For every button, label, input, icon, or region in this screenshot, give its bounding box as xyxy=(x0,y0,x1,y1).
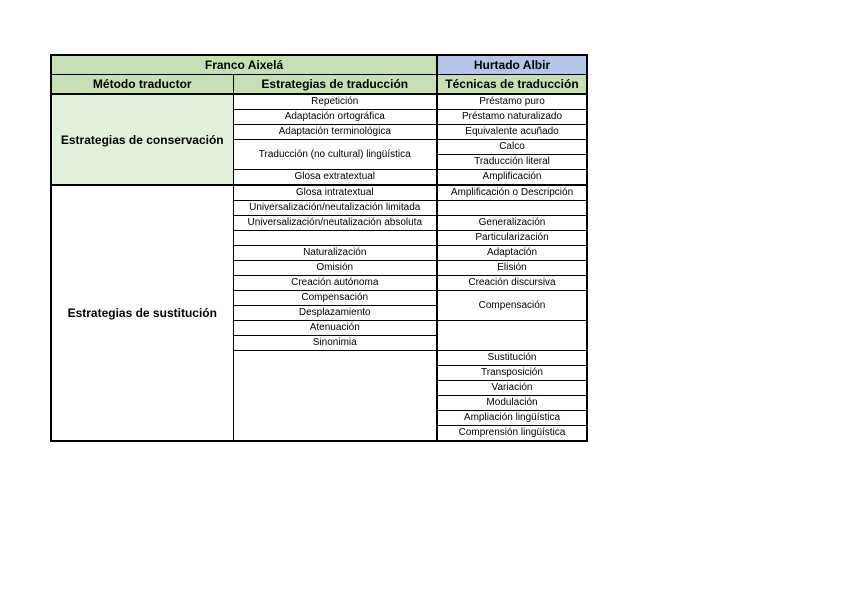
tecnica-cell: Generalización xyxy=(437,216,587,231)
estrategia-cell: Desplazamiento xyxy=(233,306,437,321)
estrategia-cell: Glosa extratextual xyxy=(233,170,437,186)
estrategia-cell: Universalización/neutalización absoluta xyxy=(233,216,437,231)
tecnica-cell: Amplificación o Descripción xyxy=(437,185,587,201)
tecnica-cell-empty xyxy=(437,201,587,216)
estrategia-cell: Adaptación ortográfica xyxy=(233,110,437,125)
tecnica-cell-empty xyxy=(437,321,587,351)
header-hurtado-albir: Hurtado Albir xyxy=(437,55,587,75)
estrategia-cell: Naturalización xyxy=(233,246,437,261)
subheader-metodo-traductor: Método traductor xyxy=(51,75,233,95)
estrategia-cell: Sinonimia xyxy=(233,336,437,351)
tecnica-cell: Compensación xyxy=(437,291,587,321)
estrategia-cell: Repetición xyxy=(233,94,437,110)
tecnica-cell: Particularización xyxy=(437,231,587,246)
estrategia-cell-empty xyxy=(233,351,437,442)
estrategia-cell: Adaptación terminológica xyxy=(233,125,437,140)
tecnica-cell: Ampliación lingüística xyxy=(437,411,587,426)
estrategia-cell: Atenuación xyxy=(233,321,437,336)
tecnica-cell: Variación xyxy=(437,381,587,396)
tecnica-cell: Préstamo puro xyxy=(437,94,587,110)
tecnica-cell: Adaptación xyxy=(437,246,587,261)
comparison-table xyxy=(50,54,588,442)
header-franco-aixela: Franco Aixelá xyxy=(51,55,437,75)
tecnica-cell: Amplificación xyxy=(437,170,587,186)
estrategia-cell: Glosa intratextual xyxy=(233,185,437,201)
tecnica-cell: Transposición xyxy=(437,366,587,381)
estrategia-cell: Traducción (no cultural) lingüística xyxy=(233,140,437,170)
tecnica-cell: Traducción literal xyxy=(437,155,587,170)
subheader-tecnicas: Técnicas de traducción xyxy=(437,75,587,95)
tecnica-cell: Préstamo naturalizado xyxy=(437,110,587,125)
estrategia-cell: Universalización/neutalización limitada xyxy=(233,201,437,216)
tecnica-cell: Equivalente acuñado xyxy=(437,125,587,140)
tecnica-cell: Calco xyxy=(437,140,587,155)
tecnica-cell: Sustitución xyxy=(437,351,587,366)
estrategia-cell-empty xyxy=(233,231,437,246)
tecnica-cell: Modulación xyxy=(437,396,587,411)
category-conservacion: Estrategias de conservación xyxy=(51,94,233,185)
estrategia-cell: Compensación xyxy=(233,291,437,306)
subheader-estrategias: Estrategias de traducción xyxy=(233,75,437,95)
estrategia-cell: Omisión xyxy=(233,261,437,276)
tecnica-cell: Creación discursiva xyxy=(437,276,587,291)
category-sustitucion: Estrategias de sustitución xyxy=(51,185,233,441)
tecnica-cell: Comprensión lingüística xyxy=(437,426,587,442)
estrategia-cell: Creación autónoma xyxy=(233,276,437,291)
tecnica-cell: Elisión xyxy=(437,261,587,276)
